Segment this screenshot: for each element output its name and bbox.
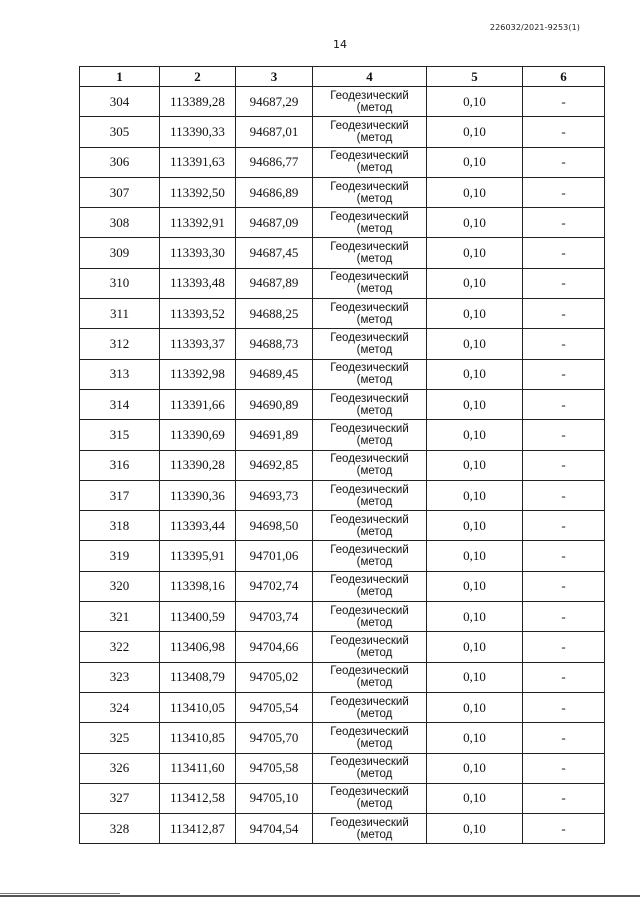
- accuracy-cell: 0,10: [427, 783, 523, 813]
- method-cell: [313, 329, 427, 359]
- table-row: [80, 602, 605, 632]
- method-cell: [313, 753, 427, 783]
- point-number-cell: 312: [80, 329, 160, 359]
- note-cell: -: [523, 268, 605, 298]
- method-cell: [313, 692, 427, 722]
- table-row: [80, 662, 605, 692]
- point-number-cell: 323: [80, 662, 160, 692]
- table-row: [80, 814, 605, 844]
- method-line-2: (метод: [356, 404, 393, 417]
- note-cell: -: [523, 87, 605, 117]
- y-coordinate-cell: 94690,89: [236, 389, 313, 419]
- method-line-2: (метод: [356, 222, 393, 235]
- x-coordinate-cell: 113411,60: [160, 753, 236, 783]
- table-row: [80, 541, 605, 571]
- table-row: [80, 420, 605, 450]
- point-number-cell: 317: [80, 480, 160, 510]
- accuracy-cell: 0,10: [427, 208, 523, 238]
- y-coordinate-cell: 94693,73: [236, 480, 313, 510]
- footer-rule: [0, 895, 640, 897]
- table-row: [80, 783, 605, 813]
- y-coordinate-cell: 94688,73: [236, 329, 313, 359]
- accuracy-cell: 0,10: [427, 814, 523, 844]
- x-coordinate-cell: 113391,63: [160, 147, 236, 177]
- document-number: 226032/2021-9253(1): [489, 23, 580, 32]
- method-line-2: (метод: [356, 677, 393, 690]
- x-coordinate-cell: 113398,16: [160, 571, 236, 601]
- method-line-1: Геодезический: [330, 150, 409, 163]
- table-row: [80, 117, 605, 147]
- method-line-2: (метод: [356, 162, 393, 175]
- footer-rule: [0, 893, 120, 894]
- method-cell: [313, 632, 427, 662]
- y-coordinate-cell: 94705,10: [236, 783, 313, 813]
- note-cell: -: [523, 177, 605, 207]
- method-line-2: (метод: [356, 465, 393, 478]
- note-cell: -: [523, 723, 605, 753]
- method-line-2: (метод: [356, 101, 393, 114]
- method-cell: [313, 480, 427, 510]
- x-coordinate-cell: 113393,30: [160, 238, 236, 268]
- method-cell: [313, 814, 427, 844]
- method-line-1: Геодезический: [330, 119, 409, 132]
- method-line-2: (метод: [356, 737, 393, 750]
- x-coordinate-cell: 113393,52: [160, 299, 236, 329]
- x-coordinate-cell: 113400,59: [160, 602, 236, 632]
- column-header: 3: [236, 67, 313, 87]
- method-line-1: Геодезический: [330, 665, 409, 678]
- method-line-2: (метод: [356, 768, 393, 781]
- column-header: 2: [160, 67, 236, 87]
- accuracy-cell: 0,10: [427, 753, 523, 783]
- method-line-2: (метод: [356, 495, 393, 508]
- method-cell: [313, 359, 427, 389]
- point-number-cell: 304: [80, 87, 160, 117]
- y-coordinate-cell: 94686,89: [236, 177, 313, 207]
- point-number-cell: 319: [80, 541, 160, 571]
- column-header: 5: [427, 67, 523, 87]
- accuracy-cell: 0,10: [427, 571, 523, 601]
- x-coordinate-cell: 113389,28: [160, 87, 236, 117]
- method-line-2: (метод: [356, 374, 393, 387]
- method-line-2: (метод: [356, 192, 393, 205]
- table-row: [80, 389, 605, 419]
- method-cell: [313, 571, 427, 601]
- method-line-1: Геодезический: [330, 362, 409, 375]
- x-coordinate-cell: 113391,66: [160, 389, 236, 419]
- accuracy-cell: 0,10: [427, 692, 523, 722]
- accuracy-cell: 0,10: [427, 177, 523, 207]
- method-line-1: Геодезический: [330, 180, 409, 193]
- note-cell: -: [523, 814, 605, 844]
- point-number-cell: 326: [80, 753, 160, 783]
- y-coordinate-cell: 94687,45: [236, 238, 313, 268]
- accuracy-cell: 0,10: [427, 450, 523, 480]
- column-header: 1: [80, 67, 160, 87]
- method-line-1: Геодезический: [330, 725, 409, 738]
- point-number-cell: 308: [80, 208, 160, 238]
- accuracy-cell: 0,10: [427, 329, 523, 359]
- page-number: 14: [333, 38, 347, 51]
- method-line-1: Геодезический: [330, 695, 409, 708]
- point-number-cell: 324: [80, 692, 160, 722]
- point-number-cell: 328: [80, 814, 160, 844]
- x-coordinate-cell: 113393,37: [160, 329, 236, 359]
- table-row: [80, 511, 605, 541]
- x-coordinate-cell: 113392,50: [160, 177, 236, 207]
- method-line-2: (метод: [356, 707, 393, 720]
- accuracy-cell: 0,10: [427, 87, 523, 117]
- method-line-1: Геодезический: [330, 241, 409, 254]
- method-cell: [313, 783, 427, 813]
- accuracy-cell: 0,10: [427, 268, 523, 298]
- y-coordinate-cell: 94691,89: [236, 420, 313, 450]
- table-row: [80, 723, 605, 753]
- method-line-1: Геодезический: [330, 301, 409, 314]
- note-cell: -: [523, 208, 605, 238]
- method-line-1: Геодезический: [330, 786, 409, 799]
- y-coordinate-cell: 94687,29: [236, 87, 313, 117]
- point-number-cell: 305: [80, 117, 160, 147]
- x-coordinate-cell: 113410,05: [160, 692, 236, 722]
- method-line-2: (метод: [356, 646, 393, 659]
- method-cell: [313, 238, 427, 268]
- method-line-1: Геодезический: [330, 89, 409, 102]
- point-number-cell: 318: [80, 511, 160, 541]
- method-cell: [313, 147, 427, 177]
- x-coordinate-cell: 113393,48: [160, 268, 236, 298]
- accuracy-cell: 0,10: [427, 541, 523, 571]
- note-cell: -: [523, 753, 605, 783]
- table-row: [80, 692, 605, 722]
- point-number-cell: 313: [80, 359, 160, 389]
- method-cell: [313, 299, 427, 329]
- method-line-2: (метод: [356, 616, 393, 629]
- table-row: [80, 238, 605, 268]
- method-line-2: (метод: [356, 556, 393, 569]
- note-cell: -: [523, 117, 605, 147]
- point-number-cell: 322: [80, 632, 160, 662]
- table-row: [80, 753, 605, 783]
- note-cell: -: [523, 389, 605, 419]
- accuracy-cell: 0,10: [427, 511, 523, 541]
- accuracy-cell: 0,10: [427, 117, 523, 147]
- method-line-1: Геодезический: [330, 453, 409, 466]
- table-row: [80, 87, 605, 117]
- method-line-2: (метод: [356, 828, 393, 841]
- x-coordinate-cell: 113390,69: [160, 420, 236, 450]
- point-number-cell: 306: [80, 147, 160, 177]
- method-cell: [313, 420, 427, 450]
- accuracy-cell: 0,10: [427, 389, 523, 419]
- note-cell: -: [523, 450, 605, 480]
- method-line-2: (метод: [356, 253, 393, 266]
- y-coordinate-cell: 94703,74: [236, 602, 313, 632]
- method-line-2: (метод: [356, 283, 393, 296]
- note-cell: -: [523, 480, 605, 510]
- method-line-1: Геодезический: [330, 634, 409, 647]
- accuracy-cell: 0,10: [427, 723, 523, 753]
- point-number-cell: 311: [80, 299, 160, 329]
- method-line-1: Геодезический: [330, 816, 409, 829]
- table-row: [80, 571, 605, 601]
- note-cell: -: [523, 662, 605, 692]
- point-number-cell: 320: [80, 571, 160, 601]
- method-line-1: Геодезический: [330, 483, 409, 496]
- point-number-cell: 314: [80, 389, 160, 419]
- note-cell: -: [523, 602, 605, 632]
- note-cell: -: [523, 147, 605, 177]
- y-coordinate-cell: 94704,66: [236, 632, 313, 662]
- method-cell: [313, 723, 427, 753]
- method-cell: [313, 117, 427, 147]
- y-coordinate-cell: 94705,70: [236, 723, 313, 753]
- table-row: [80, 632, 605, 662]
- table-row: [80, 147, 605, 177]
- x-coordinate-cell: 113392,98: [160, 359, 236, 389]
- x-coordinate-cell: 113392,91: [160, 208, 236, 238]
- point-number-cell: 307: [80, 177, 160, 207]
- note-cell: -: [523, 329, 605, 359]
- table-row: [80, 329, 605, 359]
- table-row: [80, 299, 605, 329]
- note-cell: -: [523, 299, 605, 329]
- x-coordinate-cell: 113390,33: [160, 117, 236, 147]
- method-cell: [313, 541, 427, 571]
- y-coordinate-cell: 94692,85: [236, 450, 313, 480]
- method-line-1: Геодезический: [330, 544, 409, 557]
- point-number-cell: 321: [80, 602, 160, 632]
- method-cell: [313, 662, 427, 692]
- method-cell: [313, 511, 427, 541]
- method-cell: [313, 450, 427, 480]
- method-line-1: Геодезический: [330, 392, 409, 405]
- method-line-2: (метод: [356, 313, 393, 326]
- method-cell: [313, 602, 427, 632]
- accuracy-cell: 0,10: [427, 359, 523, 389]
- note-cell: -: [523, 359, 605, 389]
- x-coordinate-cell: 113412,87: [160, 814, 236, 844]
- method-line-2: (метод: [356, 434, 393, 447]
- point-number-cell: 327: [80, 783, 160, 813]
- y-coordinate-cell: 94689,45: [236, 359, 313, 389]
- y-coordinate-cell: 94701,06: [236, 541, 313, 571]
- y-coordinate-cell: 94705,58: [236, 753, 313, 783]
- method-line-1: Геодезический: [330, 756, 409, 769]
- table-row: [80, 480, 605, 510]
- accuracy-cell: 0,10: [427, 480, 523, 510]
- method-line-1: Геодезический: [330, 422, 409, 435]
- x-coordinate-cell: 113412,58: [160, 783, 236, 813]
- y-coordinate-cell: 94686,77: [236, 147, 313, 177]
- x-coordinate-cell: 113410,85: [160, 723, 236, 753]
- note-cell: -: [523, 420, 605, 450]
- accuracy-cell: 0,10: [427, 602, 523, 632]
- y-coordinate-cell: 94687,89: [236, 268, 313, 298]
- accuracy-cell: 0,10: [427, 662, 523, 692]
- x-coordinate-cell: 113390,36: [160, 480, 236, 510]
- method-line-2: (метод: [356, 525, 393, 538]
- table-row: [80, 450, 605, 480]
- method-line-1: Геодезический: [330, 332, 409, 345]
- method-line-1: Геодезический: [330, 574, 409, 587]
- coordinates-table: [79, 66, 605, 844]
- accuracy-cell: 0,10: [427, 632, 523, 662]
- accuracy-cell: 0,10: [427, 147, 523, 177]
- y-coordinate-cell: 94705,02: [236, 662, 313, 692]
- method-line-2: (метод: [356, 344, 393, 357]
- accuracy-cell: 0,10: [427, 299, 523, 329]
- method-line-2: (метод: [356, 586, 393, 599]
- table-body: [80, 87, 605, 844]
- note-cell: -: [523, 238, 605, 268]
- y-coordinate-cell: 94688,25: [236, 299, 313, 329]
- point-number-cell: 309: [80, 238, 160, 268]
- table-row: [80, 359, 605, 389]
- method-cell: [313, 87, 427, 117]
- table-row: [80, 268, 605, 298]
- method-line-1: Геодезический: [330, 513, 409, 526]
- method-line-1: Геодезический: [330, 271, 409, 284]
- note-cell: -: [523, 632, 605, 662]
- note-cell: -: [523, 783, 605, 813]
- y-coordinate-cell: 94687,01: [236, 117, 313, 147]
- y-coordinate-cell: 94705,54: [236, 692, 313, 722]
- x-coordinate-cell: 113408,79: [160, 662, 236, 692]
- y-coordinate-cell: 94702,74: [236, 571, 313, 601]
- method-line-2: (метод: [356, 131, 393, 144]
- point-number-cell: 315: [80, 420, 160, 450]
- note-cell: -: [523, 541, 605, 571]
- method-cell: [313, 208, 427, 238]
- note-cell: -: [523, 571, 605, 601]
- column-header: 6: [523, 67, 605, 87]
- point-number-cell: 316: [80, 450, 160, 480]
- method-cell: [313, 177, 427, 207]
- method-line-1: Геодезический: [330, 210, 409, 223]
- method-cell: [313, 268, 427, 298]
- table-row: [80, 208, 605, 238]
- note-cell: -: [523, 692, 605, 722]
- accuracy-cell: 0,10: [427, 420, 523, 450]
- x-coordinate-cell: 113390,28: [160, 450, 236, 480]
- method-cell: [313, 389, 427, 419]
- method-line-1: Геодезический: [330, 604, 409, 617]
- point-number-cell: 310: [80, 268, 160, 298]
- y-coordinate-cell: 94687,09: [236, 208, 313, 238]
- x-coordinate-cell: 113406,98: [160, 632, 236, 662]
- method-line-2: (метод: [356, 798, 393, 811]
- table-row: [80, 177, 605, 207]
- note-cell: -: [523, 511, 605, 541]
- y-coordinate-cell: 94704,54: [236, 814, 313, 844]
- table-header-row: [80, 67, 605, 87]
- x-coordinate-cell: 113393,44: [160, 511, 236, 541]
- point-number-cell: 325: [80, 723, 160, 753]
- column-header: 4: [313, 67, 427, 87]
- accuracy-cell: 0,10: [427, 238, 523, 268]
- y-coordinate-cell: 94698,50: [236, 511, 313, 541]
- x-coordinate-cell: 113395,91: [160, 541, 236, 571]
